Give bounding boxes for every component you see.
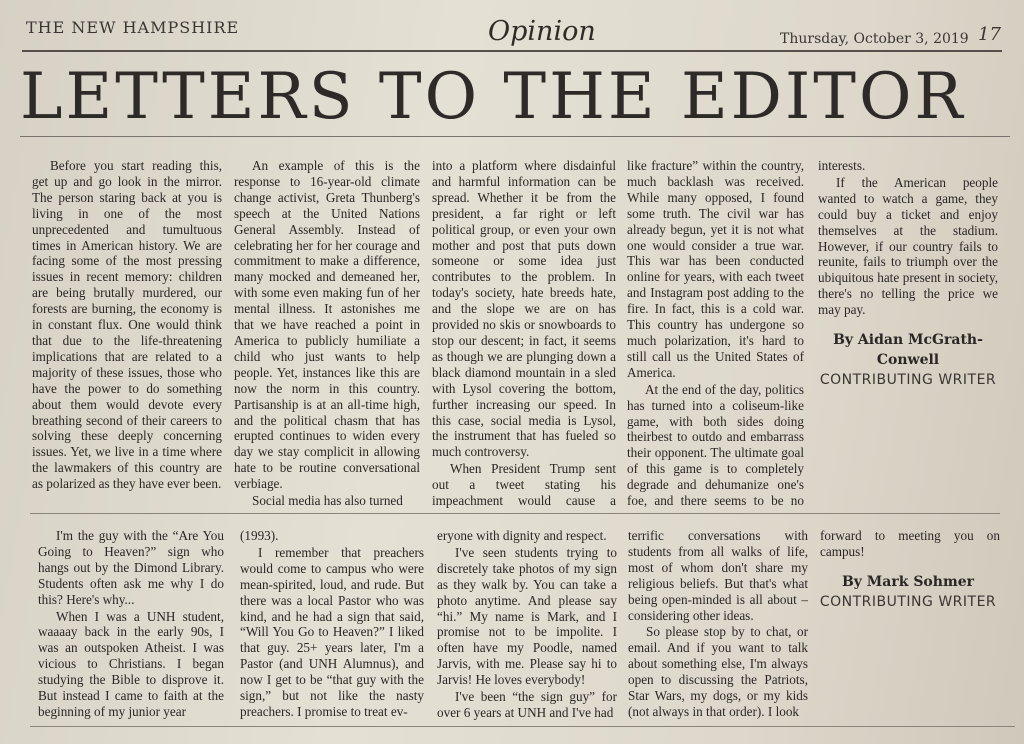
letter1-column-2: [234, 158, 420, 510]
letter1-column-1: [32, 158, 222, 510]
letter2-column-4: [628, 528, 808, 724]
paragraph: forward to meeting you on campus!: [820, 528, 1000, 559]
paragraph: At the end of the day, politics has turned into a coliseum-like game, with both sides doing theirbest to outdo and embarrass their opponent. The ultimate goal of this game is to completely degrade and dehumanize one's foe, and there seems to be no: [627, 381, 804, 509]
paragraph: terrific conversations with students from all walks of life, most of whom don't share my religious beliefs. But that's what being open-minded is all about – considering other ideas.: [628, 528, 808, 623]
paragraph: When President Trump sent out a tweet stating his impeachment would cause a: [432, 461, 616, 509]
paragraph: (1993).: [240, 528, 279, 543]
byline-name: By Aidan McGrath-Conwell: [833, 332, 983, 368]
paragraph: Before you start reading this, get up and go look in the mirror. The person staring back at you is living in one of the most unprecedented and tumultuous times in American history. We are facing some of the most pressing issues in recent memory: children are being brutally murdered, our forests are burning, the economy is in constant flux. One would think that due to the life-threatening implications that are related to a majority of these issues, those who have the power to do something about them would devote every breathing second of their careers to solving these deeply concerning issues. Yet, we live in a time where the lawmakers of this country are as polarized as they have ever been.: [32, 158, 222, 492]
letter1-column-3: [432, 158, 616, 510]
byline-role: CONTRIBUTING WRITER: [819, 372, 997, 388]
headline-rule: [20, 136, 1010, 137]
paragraph: into a platform where disdainful and harmful information can be spread. Whether it be from the president, a far right or left political group, or even your own mother and post that puts down someone or some idea just contributes to the problem. In today's society, hate breeds hate, and the slope we are on has provided no skis or snowboards to stop our descent; in fact, it seems as though we are plunging down a black diamond mountain in a sled with Lysol covering the bottom, further increasing our speed. In this case, social media is Lysol, the instrument that has fueled so much controversy.: [432, 158, 616, 460]
letter-divider: [30, 513, 1000, 514]
bottom-rule: [30, 726, 1015, 727]
letter2-column-1: [38, 528, 224, 724]
letter2-column-3: [437, 528, 617, 724]
letter1-column-4: [627, 158, 804, 510]
paragraph: An example of this is the response to 16-year-old climate change activist, Greta Thunberg's speech at the United Nations General Assembly. Instead of celebrating her for her courage and commitment to make a difference, many mocked and demeaned her, with some even making fun of her mental illness. It astonishes me that we have reached a point in America to publicly humiliate a child who just wants to help people. Yet, instances like this are now the norm in this country. Partisanship is at an all-time high, and the political chasm that has erupted continues to widen every day we stay complicit in allowing hate to be routine conversational verbiage.: [234, 158, 420, 492]
page-headline: LETTERS TO THE EDITOR: [20, 60, 966, 134]
paragraph: eryone with dignity and respect.: [437, 528, 607, 543]
issue-date: Thursday, October 3, 2019: [780, 31, 969, 47]
paragraph: When I was a UNH student, waaaay back in the early 90s, I was an outspoken Atheist. I was vicious to Christians. I began studying the Bible to disprove it. But instead I came to faith at the beginning of my junior year: [38, 608, 224, 719]
paragraph: like fracture” within the country, much backlash was received. While many opposed, I found some truth. The civil war has already begun, yet it is not what one would consider a true war. This war has been conducted online for years, with each tweet and Instagram post adding to the fire. In fact, this is a cold war. This country has undergone so much polarization, it's hard to still call us the United States of America.: [627, 158, 804, 380]
byline-name: By Mark Sohmer: [841, 574, 975, 590]
paragraph: I've been “the sign guy” for over 6 years at UNH and I've had: [437, 689, 617, 720]
publication-name: THE NEW HAMPSHIRE: [26, 18, 240, 37]
section-title: Opinion: [488, 16, 596, 47]
paragraph: Social media has also turned: [252, 493, 403, 509]
letter1-column-5: [818, 158, 998, 318]
paragraph: If the American people wanted to watch a game, they could buy a ticket and enjoy themselves at the stadium. However, if our country fails to reunite, fails to triumph over the ubiquitous hate present in society, there's no telling the price we may pay.: [818, 174, 998, 318]
page-number: 17: [978, 24, 1001, 45]
letter2-column-2: [240, 528, 424, 724]
byline-role: CONTRIBUTING WRITER: [819, 594, 997, 610]
paragraph: I remember that preachers would come to campus who were mean-spirited, loud, and rude. But there was a local Pastor who was kind, and he had a sign that said, “Will You Go to Heaven?” I liked that guy. 25+ years later, I'm a Pastor (and UNH Alumnus), and now I get to be “that guy with the sign,” but not like the nasty preachers. I promise to treat ev-: [240, 544, 424, 719]
paragraph: interests.: [818, 158, 866, 173]
paragraph: I'm the guy with the “Are You Going to Heaven?” sign who hangs out by the Dimond Library. Students often ask me why I do this? Here's why...: [38, 528, 224, 607]
letter2-column-5: [820, 528, 1000, 568]
letter1-byline: [818, 330, 998, 390]
paragraph: So please stop by to chat, or email. And if you want to talk about something else, I'm always open to discussing the Patriots, Star Wars, my dogs, or my kids (not always in that order). I look: [628, 624, 808, 719]
letter2-byline: [818, 572, 998, 612]
paragraph: I've seen students trying to discretely take photos of my sign as they walk by. You can take a photo anytime. And please say “hi.” My name is Mark, and I promise not to be impolite. I often have my Poodle, named Jarvis, with me. Please say hi to Jarvis! He loves everybody!: [437, 544, 617, 688]
masthead: [0, 0, 1024, 52]
